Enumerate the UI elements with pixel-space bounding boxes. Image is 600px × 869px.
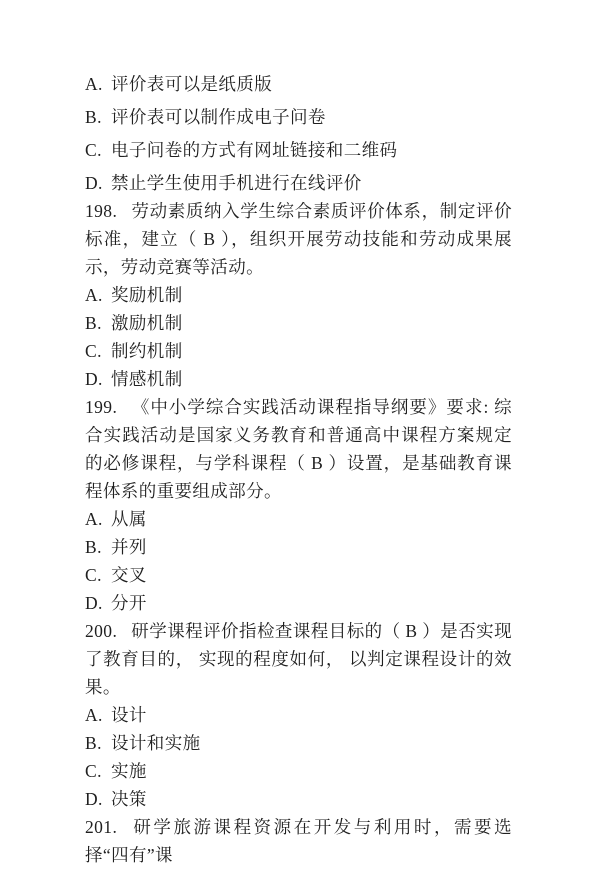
option-label: D.: [85, 369, 103, 389]
question-block: [85, 197, 512, 281]
option-row: [85, 729, 512, 757]
option-row: [85, 136, 512, 164]
question-number: 200.: [85, 621, 118, 641]
option-row: [85, 757, 512, 785]
option-text: 奖励机制: [111, 285, 183, 305]
option-row: [85, 309, 512, 337]
question-text: 劳动素质纳入学生综合素质评价体系，制定评价标准，建立（ B ），组织开展劳动技能和劳动成果展示，劳动竞赛等活动。: [85, 201, 512, 277]
option-row: [85, 785, 512, 813]
option-label: C.: [85, 341, 102, 361]
option-row: [85, 281, 512, 309]
option-text: 实施: [111, 761, 147, 781]
option-row: [85, 589, 512, 617]
option-label: B.: [85, 537, 102, 557]
option-row: [85, 337, 512, 365]
option-label: A.: [85, 285, 103, 305]
question-number: 199.: [85, 397, 118, 417]
option-text: 设计和实施: [111, 733, 201, 753]
option-text: 从属: [111, 509, 147, 529]
option-text: 电子问卷的方式有网址链接和二维码: [111, 140, 398, 160]
option-text: 评价表可以是纸质版: [111, 74, 273, 94]
option-label: B.: [85, 313, 102, 333]
question-number: 198.: [85, 201, 118, 221]
option-text: 设计: [111, 705, 147, 725]
question-text: 《中小学综合实践活动课程指导纲要》要求: 综合实践活动是国家义务教育和普通高中课程方案规定的必修课程，与学科课程（ B ）设置，是基础教育课程体系的重要组成部分。: [85, 397, 512, 501]
option-row: [85, 103, 512, 131]
document-content: [85, 70, 512, 869]
option-label: D.: [85, 789, 103, 809]
question-block: [85, 813, 512, 869]
option-label: C.: [85, 565, 102, 585]
option-row: [85, 169, 512, 197]
option-text: 决策: [111, 789, 147, 809]
option-label: A.: [85, 509, 103, 529]
option-text: 激励机制: [111, 313, 183, 333]
option-label: A.: [85, 74, 103, 94]
option-label: D.: [85, 173, 103, 193]
question-text: 研学课程评价指检查课程目标的（ B ）是否实现了教育目的， 实现的程度如何， 以判定课程设计的效果。: [85, 621, 512, 697]
option-row: [85, 533, 512, 561]
option-text: 制约机制: [111, 341, 183, 361]
option-label: A.: [85, 705, 103, 725]
option-row: [85, 701, 512, 729]
option-text: 评价表可以制作成电子问卷: [111, 107, 326, 127]
option-label: B.: [85, 107, 102, 127]
option-label: B.: [85, 733, 102, 753]
question-block: [85, 617, 512, 701]
option-text: 分开: [111, 593, 147, 613]
option-text: 并列: [111, 537, 147, 557]
option-label: C.: [85, 140, 102, 160]
option-row: [85, 561, 512, 589]
option-label: C.: [85, 761, 102, 781]
option-text: 禁止学生使用手机进行在线评价: [111, 173, 362, 193]
option-label: D.: [85, 593, 103, 613]
question-number: 201.: [85, 817, 118, 837]
option-row: [85, 365, 512, 393]
option-row: [85, 505, 512, 533]
option-text: 交叉: [111, 565, 147, 585]
question-block: [85, 393, 512, 505]
question-text: 研学旅游课程资源在开发与利用时，需要选择“四有”课: [85, 817, 512, 865]
option-text: 情感机制: [111, 369, 183, 389]
option-row: [85, 70, 512, 98]
